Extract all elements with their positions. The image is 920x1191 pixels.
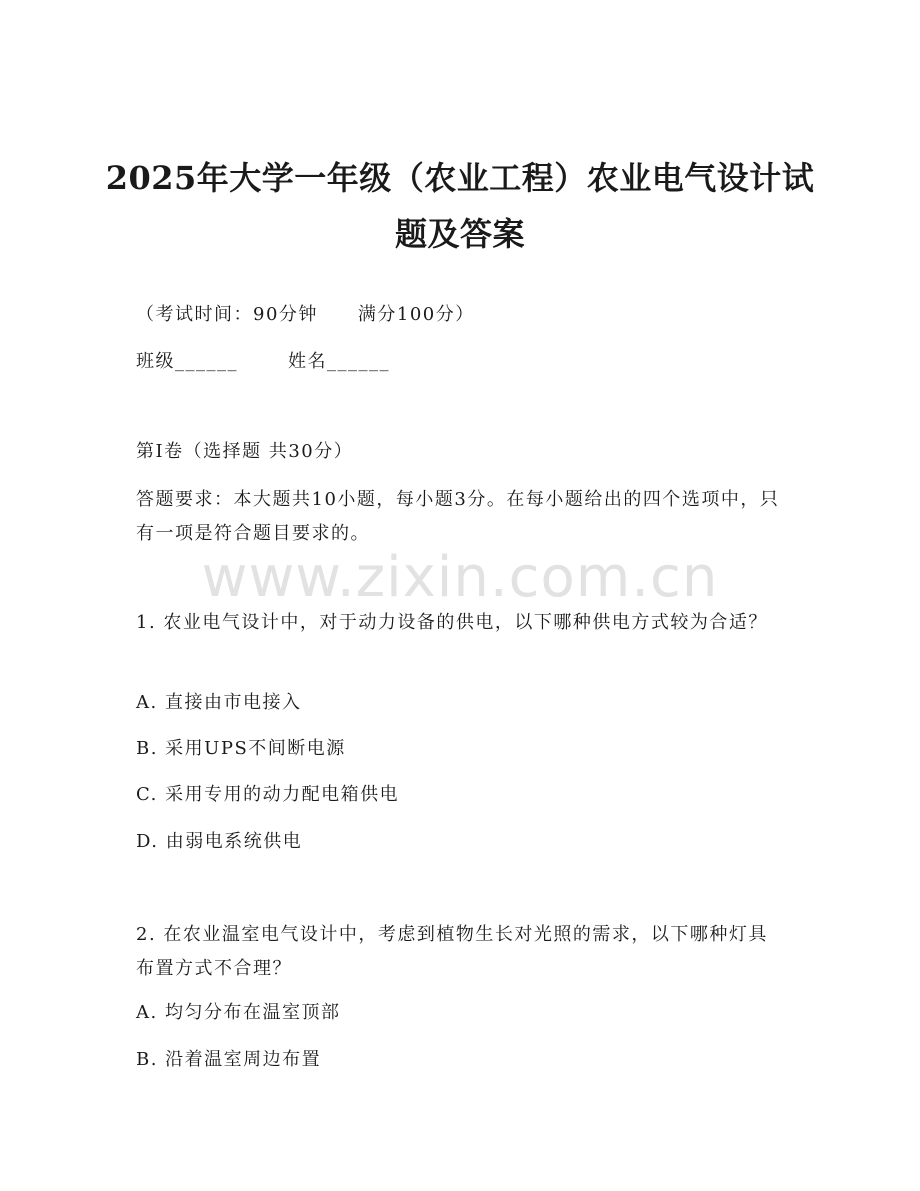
question-2-option-b: B. 沿着温室周边布置 <box>136 1049 322 1070</box>
section-title: 第I卷（选择题 共30分） <box>136 441 354 462</box>
question-2-stem: 2. 在农业温室电气设计中，考虑到植物生长对光照的需求，以下哪种灯具布置方式不合理？ <box>136 924 768 979</box>
exam-time: （考试时间：90分钟 <box>136 304 318 325</box>
question-1-option-c: C. 采用专用的动力配电箱供电 <box>136 784 400 805</box>
question-1-option-a: A. 直接由市电接入 <box>136 692 302 713</box>
question-1-stem: 1. 农业电气设计中，对于动力设备的供电，以下哪种供电方式较为合适？ <box>136 612 768 633</box>
question-1-option-b: B. 采用UPS不间断电源 <box>136 738 346 759</box>
name-field: 姓名______ <box>288 351 390 372</box>
class-field: 班级______ <box>136 351 238 372</box>
student-fields <box>136 345 390 379</box>
document-title: 2025年大学一年级（农业工程）农业电气设计试题及答案 <box>105 159 815 253</box>
watermark: www.zixin.com.cn <box>201 545 719 610</box>
question-2-option-a: A. 均匀分布在温室顶部 <box>136 1002 341 1023</box>
section-instructions: 答题要求：本大题共10小题，每小题3分。在每小题给出的四个选项中，只有一项是符合题目要求的。 <box>136 489 780 544</box>
exam-info <box>136 298 475 332</box>
question-1-option-d: D. 由弱电系统供电 <box>136 831 303 852</box>
full-score: 满分100分） <box>357 304 475 325</box>
